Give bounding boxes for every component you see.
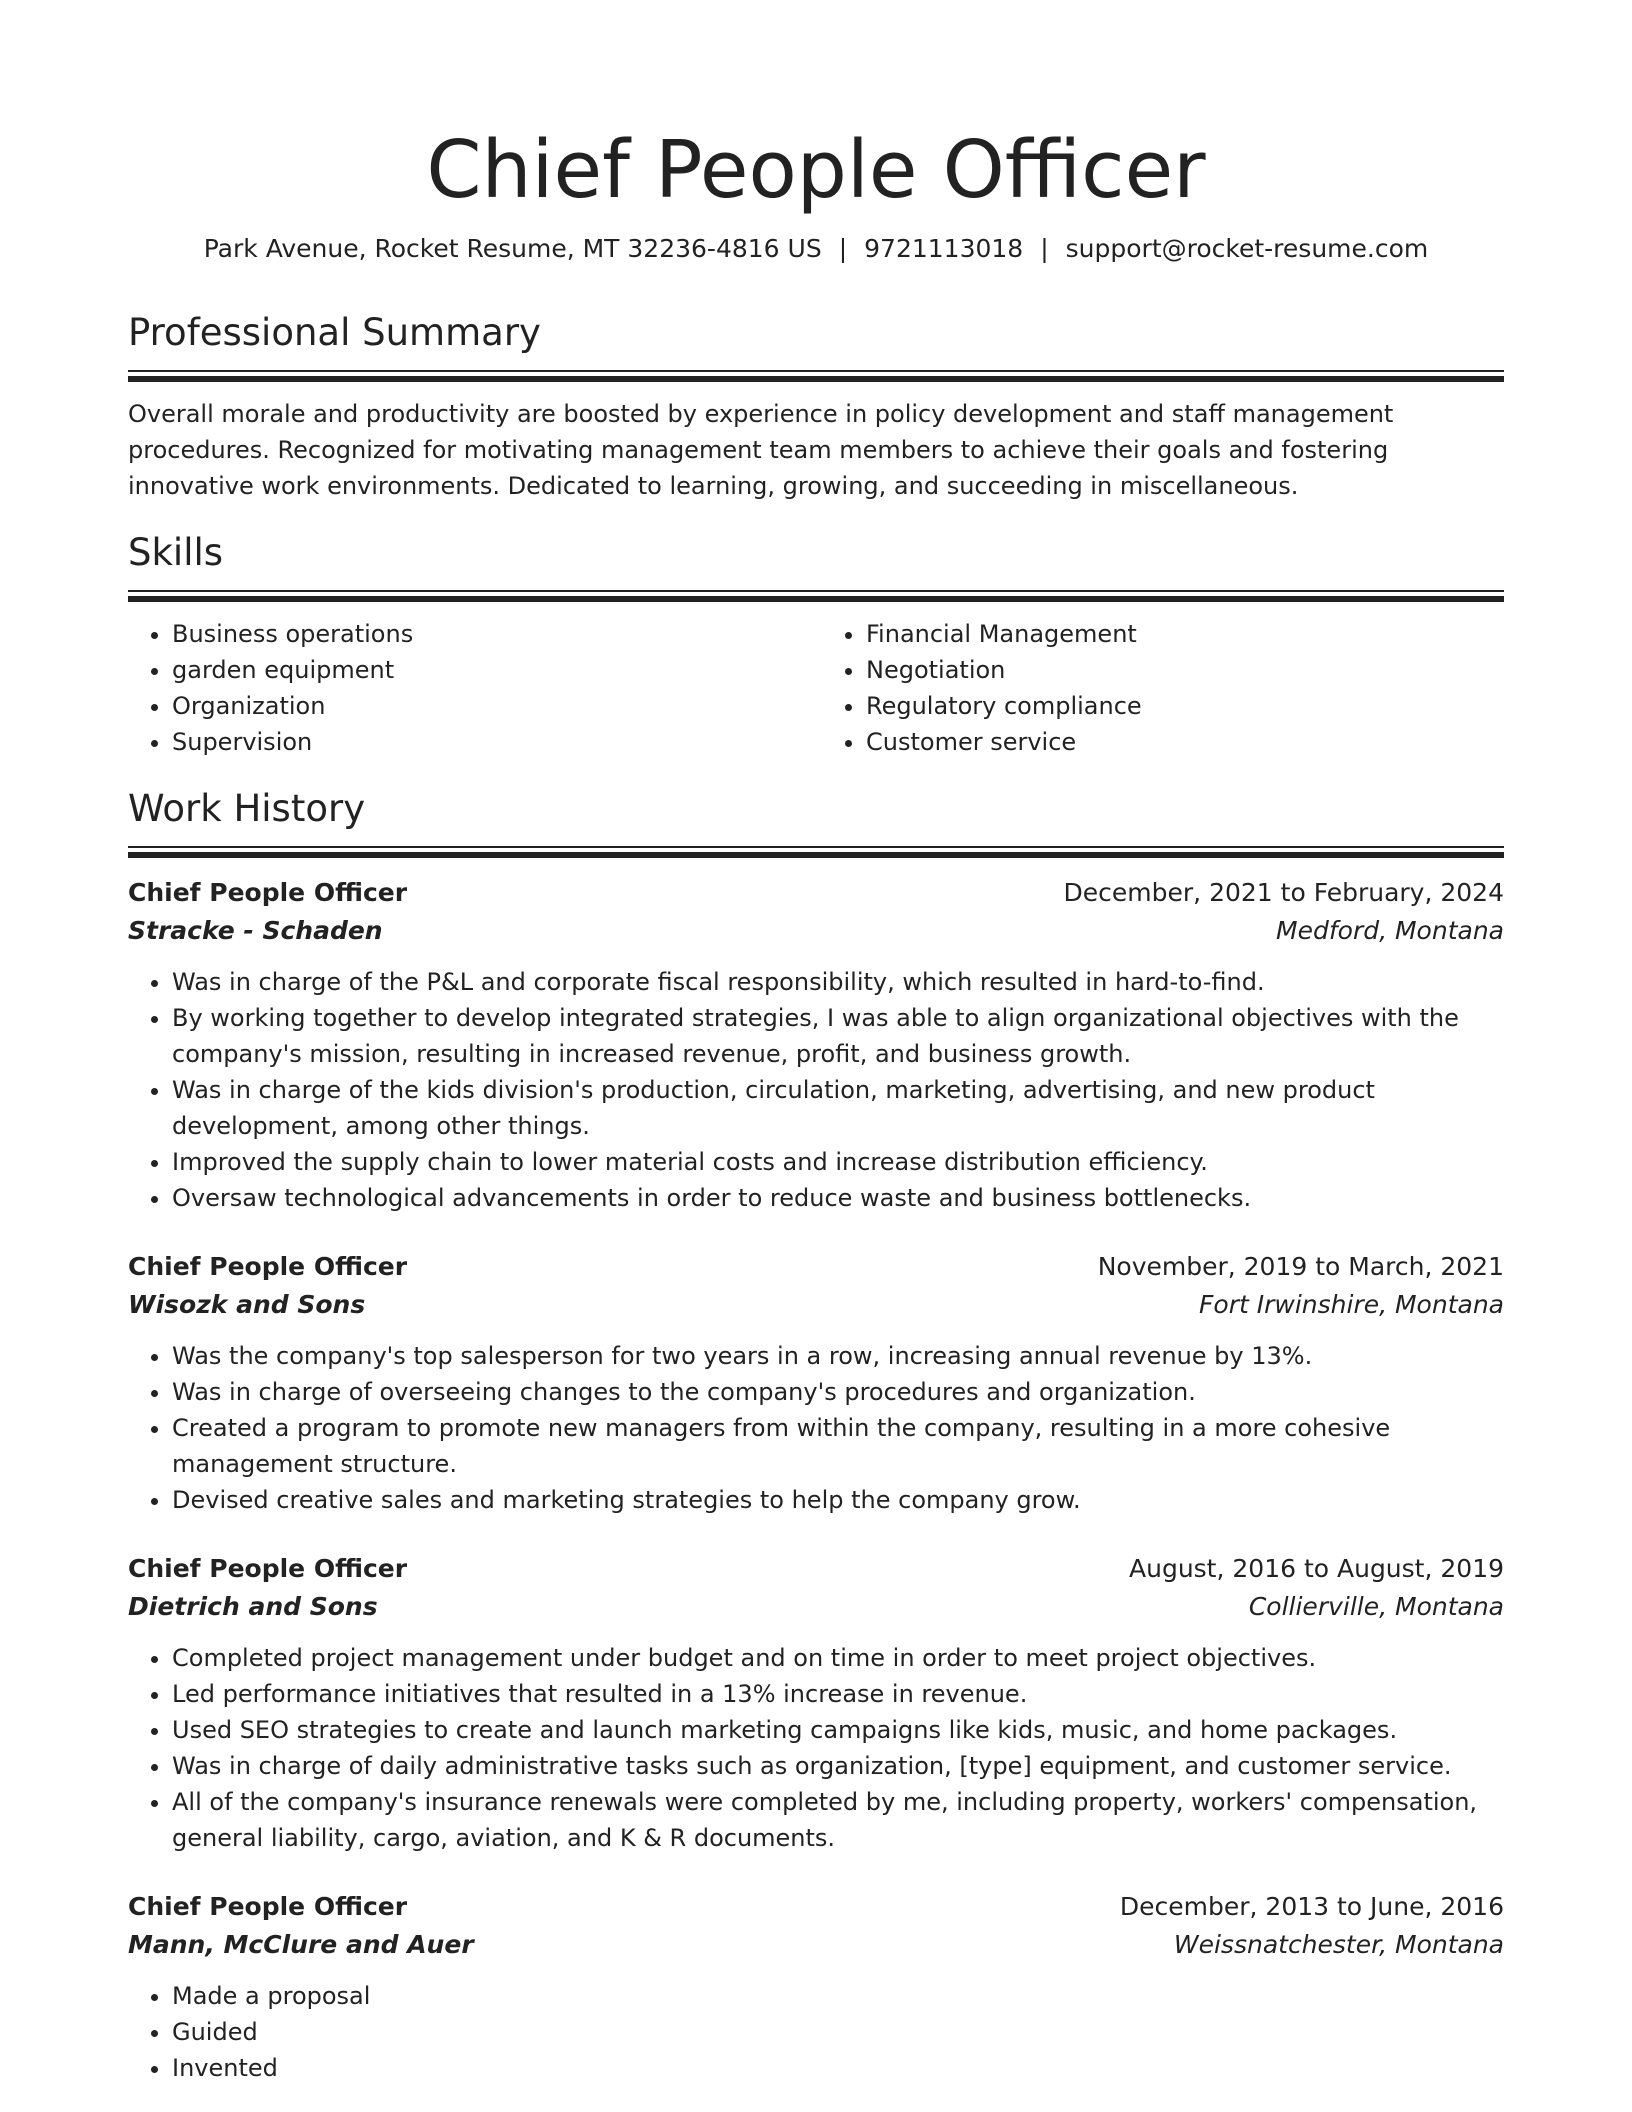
job-bullet: • Was the company's top salesperson for two years in a row, increasing annual revenue by 13%. [172, 1338, 1504, 1374]
job-entry [128, 1248, 1504, 1518]
job-bullet: • Devised creative sales and marketing strategies to help the company grow. [172, 1482, 1504, 1518]
job-location: Fort Irwinshire, Montana [1199, 1290, 1504, 1319]
job-dates: August, 2016 to August, 2019 [1129, 1554, 1504, 1583]
job-bullet: • Was in charge of the kids division's production, circulation, marketing, advertising, and new product development, among other things. [172, 1072, 1504, 1144]
job-bullet: • Oversaw technological advancements in order to reduce waste and business bottlenecks. [172, 1180, 1504, 1216]
job-company: Dietrich and Sons [128, 1592, 378, 1621]
job-bullet: • Invented [172, 2050, 1504, 2086]
skill-item: • garden equipment [172, 652, 816, 688]
job-entry [128, 1888, 1504, 2086]
section-divider [128, 370, 1504, 382]
job-location: Weissnatchester, Montana [1173, 1930, 1504, 1959]
skills-list [128, 616, 1504, 760]
job-entry [128, 874, 1504, 1216]
job-bullet: • Was in charge of overseeing changes to the company's procedures and organization. [172, 1374, 1504, 1410]
work-history-heading: Work History [128, 787, 366, 830]
summary-heading: Professional Summary [128, 311, 541, 354]
job-bullet: • Guided [172, 2014, 1504, 2050]
skill-item: • Business operations [172, 616, 816, 652]
job-dates: December, 2013 to June, 2016 [1119, 1892, 1504, 1921]
skill-item: • Negotiation [866, 652, 1504, 688]
job-bullet: • Created a program to promote new managers from within the company, resulting in a more cohesive management structure. [172, 1410, 1504, 1482]
skill-item: • Organization [172, 688, 816, 724]
contact-email: support@rocket-resume.com [1065, 234, 1429, 263]
job-location: Collierville, Montana [1248, 1592, 1504, 1621]
job-bullet: • Used SEO strategies to create and launch marketing campaigns like kids, music, and home packages. [172, 1712, 1504, 1748]
job-title: Chief People Officer [128, 1252, 408, 1281]
job-bullet: • Was in charge of daily administrative tasks such as organization, [type] equipment, and customer service. [172, 1748, 1504, 1784]
job-company: Wisozk and Sons [128, 1290, 366, 1319]
job-title: Chief People Officer [128, 1554, 408, 1583]
skills-heading: Skills [128, 531, 224, 574]
skills-column-right [816, 616, 1504, 760]
summary-text: Overall morale and productivity are boosted by experience in policy development and staff management procedures. Recognized for motivating management team members to achieve their goals and fostering innovative work environments. Dedicated to learning, growing, and succeeding in miscellaneous. [128, 400, 1394, 500]
skill-item: • Supervision [172, 724, 816, 760]
job-title: Chief People Officer [128, 1892, 408, 1921]
job-entry [128, 1550, 1504, 1856]
contact-address: Park Avenue, Rocket Resume, MT 32236-4816 US [203, 234, 822, 263]
job-dates: December, 2021 to February, 2024 [1063, 878, 1504, 907]
job-title: Chief People Officer [128, 878, 408, 907]
job-company: Mann, McClure and Auer [128, 1930, 474, 1959]
work-history-section [128, 786, 1504, 2086]
contact-separator: | [838, 234, 848, 263]
contact-separator: | [1040, 234, 1049, 263]
job-bullets [128, 1640, 1504, 1856]
resume-page [128, 0, 1504, 2086]
contact-line [128, 232, 1504, 266]
job-bullet: • By working together to develop integrated strategies, I was able to align organizational objectives with the company's mission, resulting in increased revenue, profit, and business growth. [172, 1000, 1504, 1072]
resume-name: Chief People Officer [426, 124, 1206, 216]
skill-item: • Financial Management [866, 616, 1504, 652]
job-bullets [128, 1338, 1504, 1518]
job-company: Stracke - Schaden [128, 916, 383, 945]
job-bullet: • Improved the supply chain to lower material costs and increase distribution efficiency. [172, 1144, 1504, 1180]
job-bullet: • Was in charge of the P&L and corporate fiscal responsibility, which resulted in hard-to-find. [172, 964, 1504, 1000]
skills-column-left [128, 616, 816, 760]
job-bullet: • Made a proposal [172, 1978, 1504, 2014]
job-bullet: • Led performance initiatives that resulted in a 13% increase in revenue. [172, 1676, 1504, 1712]
skills-section [128, 530, 1504, 760]
skill-item: • Regulatory compliance [866, 688, 1504, 724]
job-bullets [128, 1978, 1504, 2086]
job-bullets [128, 964, 1504, 1216]
summary-section [128, 310, 1504, 504]
contact-phone: 9721113018 [864, 234, 1024, 263]
skill-item: • Customer service [866, 724, 1504, 760]
job-location: Medford, Montana [1276, 916, 1504, 945]
section-divider [128, 846, 1504, 858]
job-bullet: • Completed project management under budget and on time in order to meet project objectives. [172, 1640, 1504, 1676]
section-divider [128, 590, 1504, 602]
job-bullet: • All of the company's insurance renewals were completed by me, including property, workers' compensation, general liability, cargo, aviation, and K & R documents. [172, 1784, 1504, 1856]
job-dates: November, 2019 to March, 2021 [1097, 1252, 1504, 1281]
